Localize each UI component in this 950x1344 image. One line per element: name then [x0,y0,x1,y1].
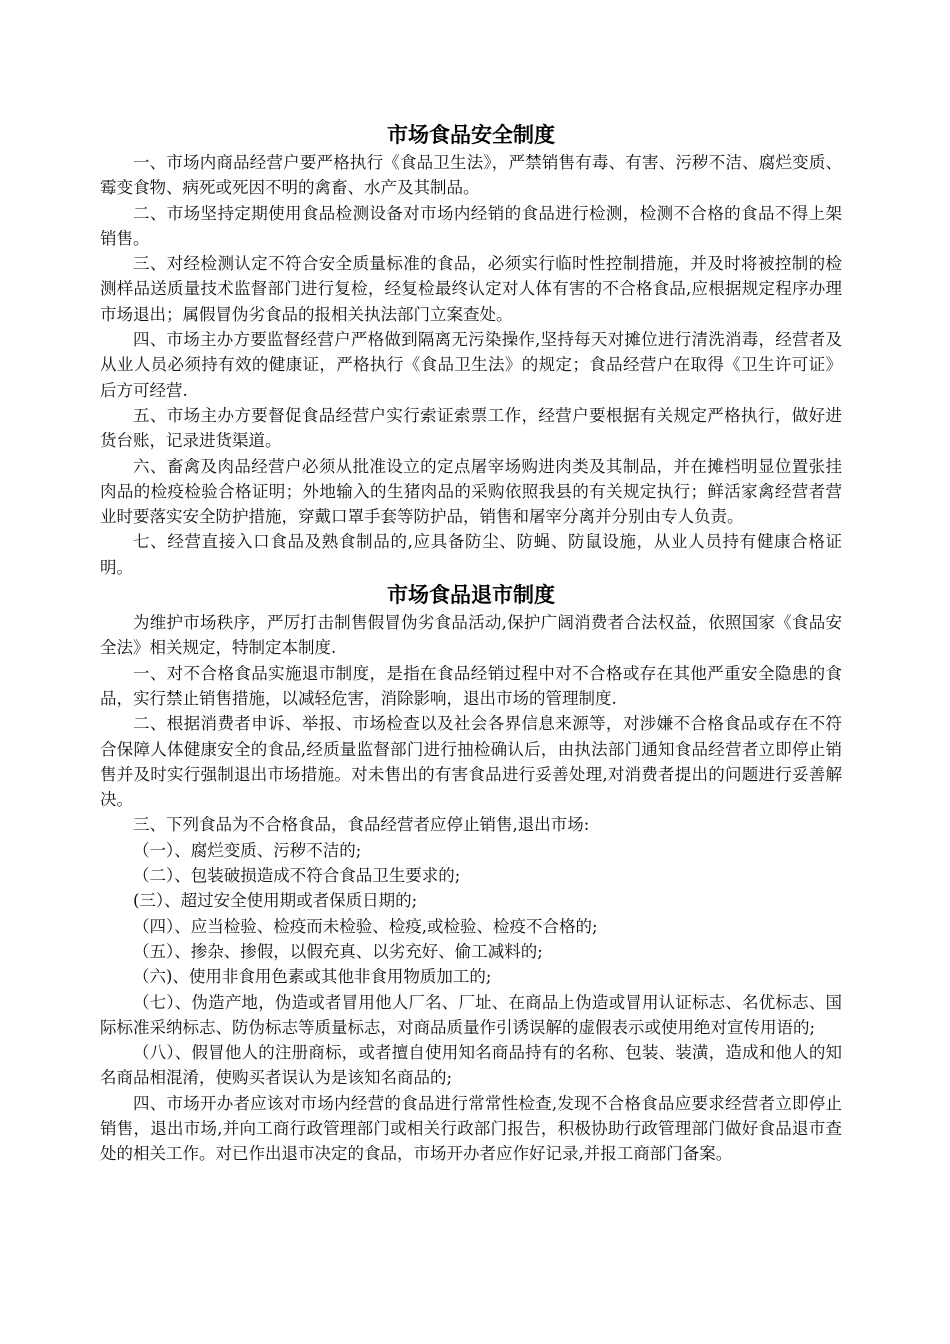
paragraph: 一、市场内商品经营户要严格执行《食品卫生法》，严禁销售有毒、有害、污秽不洁、腐烂变质、霉变食物、病死或死因不明的禽畜、水产及其制品。 [100,153,842,198]
paragraph: 一、对不合格食品实施退市制度，是指在食品经销过程中对不合格或存在其他严重安全隐患的食品，实行禁止销售措施，以减轻危害，消除影响，退出市场的管理制度. [100,663,842,708]
paragraph: 四、市场开办者应该对市场内经营的食品进行常常性检查,发现不合格食品应要求经营者立即停止销售，退出市场,并向工商行政管理部门或相关行政部门报告，积极协助行政管理部门做好食品退市查处的相关工作。对已作出退市决定的食品，市场开办者应作好记录,并报工商部门备案。 [100,1093,842,1164]
list-item: （五）、掺杂、掺假，以假充真、以劣充好、偷工减料的; [133,941,543,961]
paragraph: 二、根据消费者申诉、举报、市场检查以及社会各界信息来源等，对涉嫌不合格食品或存在不符合保障人体健康安全的食品,经质量监督部门进行抽检确认后，由执法部门通知食品经营者立即停止销售并及时实行强制退出市场措施。对未售出的有害食品进行妥善处理,对消费者提出的问题进行妥善解决。 [100,714,842,810]
list-item: (三）、超过安全使用期或者保质日期的; [133,891,418,911]
paragraph: 四、市场主办方要监督经营户严格做到隔离无污染操作,坚持每天对摊位进行清洗消毒，经营者及从业人员必须持有效的健康证，严格执行《食品卫生法》的规定；食品经营户在取得《卫生许可证》后方可经营. [100,330,842,400]
list-item: （八）、假冒他人的注册商标，或者擅自使用知名商品持有的名称、包装、装潢，造成和他人的知名商品相混淆，使购买者误认为是该知名商品的; [100,1043,842,1088]
paragraph: 三、下列食品为不合格食品，食品经营者应停止销售,退出市场: [133,815,590,835]
section-food-recall-body [100,610,842,1167]
section-food-safety-body [100,150,842,580]
list-item: （一）、腐烂变质、污秽不洁的; [133,840,362,860]
paragraph: 三、对经检测认定不符合安全质量标准的食品，必须实行临时性控制措施，并及时将被控制的检测样品送质量技术监督部门进行复检，经复检最终认定对人体有害的不合格食品,应根据规定程序办理市场退出；属假冒伪劣食品的报相关执法部门立案查处。 [100,254,842,324]
document-page [100,118,842,1167]
paragraph: 七、经营直接入口食品及熟食制品的,应具备防尘、防蝇、防鼠设施，从业人员持有健康合格证明。 [100,532,842,577]
paragraph: 六、畜禽及肉品经营户必须从批准设立的定点屠宰场购进肉类及其制品，并在摊档明显位置张挂肉品的检疫检验合格证明；外地输入的生猪肉品的采购依照我县的有关规定执行；鲜活家禽经营者营业时要落实安全防护措施，穿戴口罩手套等防护品，销售和屠宰分离并分别由专人负责。 [100,456,842,527]
section-title-food-safety: 市场食品安全制度 [387,123,555,147]
paragraph: 二、市场坚持定期使用食品检测设备对市场内经销的食品进行检测，检测不合格的食品不得上架销售。 [100,203,842,248]
list-item: （六)、使用非食用色素或其他非食用物质加工的; [133,967,492,987]
list-item: （七）、伪造产地，伪造或者冒用他人厂名、厂址、在商品上伪造或冒用认证标志、名优标志、国际标准采纳标志、防伪标志等质量标志，对商品质量作引诱误解的虚假表示或使用绝对宣传用语的; [100,992,842,1037]
list-item: （四）、应当检验、检疫而未检验、检疫,或检验、检疫不合格的; [133,916,598,936]
paragraph: 为维护市场秩序，严厉打击制售假冒伪劣食品活动,保护广阔消费者合法权益，依照国家《食品安全法》相关规定，特制定本制度. [100,613,842,658]
section-title-food-recall: 市场食品退市制度 [387,583,555,608]
list-item: （二）、包装破损造成不符合食品卫生要求的; [133,866,461,886]
paragraph: 五、市场主办方要督促食品经营户实行索证索票工作，经营户要根据有关规定严格执行，做好进货台账，记录进货渠道。 [100,405,842,451]
